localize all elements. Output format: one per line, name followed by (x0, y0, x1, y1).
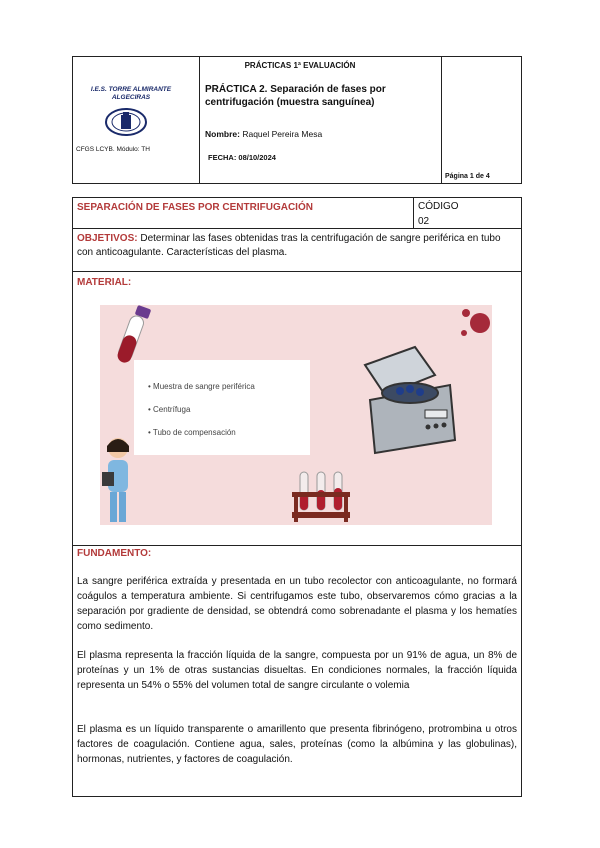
foundation-paragraph-3: El plasma es un líquido transparente o amarillento que presenta fibrinógeno, protrombina u otros factores de coagulación. Contiene agua, sales, proteínas (como la albúmina y las globulinas), hormonas, nutrientes, y factores de coagulación. (77, 724, 517, 765)
school-logo-icon (104, 107, 148, 137)
name-value: Raquel Pereira Mesa (242, 129, 323, 139)
blood-drops-icon (458, 305, 492, 343)
practice-title: PRÁCTICA 2. Separación de fases por centrifugación (muestra sanguínea) (205, 84, 386, 108)
page-header-title: PRÁCTICAS 1ª EVALUACIÓN (244, 61, 356, 70)
school-name: I.E.S. TORRE ALMIRANTE ALGECIRAS (90, 86, 172, 101)
foundation-paragraph-1: La sangre periférica extraída y presentada en un tubo recolector con anticoagulante, no formará coágulos a temperatura ambiente. Si centrifugamos este tubo, observaremos cómo gracias a la separación por gradiente de densidad, se obtendrá como sobrenadante el plasma y los hematíes como sedimento. (77, 576, 517, 632)
cycle-module: CFGS LCYB. Módulo: TH (76, 146, 150, 153)
foundation-label: FUNDAMENTO: (77, 548, 152, 559)
code-label: CÓDIGO (418, 201, 459, 212)
material-item: • Tubo de compensación (148, 421, 255, 444)
page-number: Página 1 de 4 (445, 173, 490, 180)
centrifuge-icon (355, 345, 465, 460)
material-list (148, 375, 255, 444)
material-item: • Muestra de sangre periférica (148, 375, 255, 398)
row-line-3 (72, 545, 522, 546)
student-name-line (205, 129, 322, 139)
code-value: 02 (418, 216, 430, 227)
row-line-1 (72, 228, 522, 229)
foundation-paragraph-2: El plasma representa la fracción líquida de la sangre, compuesta por un 91% de agua, un 8% de proteínas y un 1% de otras sustancias disueltas. En condiciones normales, la fracción líquida representa un 54% o 55% del volumen total de sangre circulante o volemia (77, 650, 517, 691)
date-field: FECHA: 08/10/2024 (208, 153, 276, 162)
tube-rack-icon (290, 470, 352, 525)
code-divider (413, 197, 414, 228)
material-label: MATERIAL: (77, 277, 132, 288)
header-divider-2 (441, 56, 442, 184)
test-tube-icon (110, 305, 158, 367)
nurse-icon (100, 432, 136, 525)
objectives (77, 232, 517, 260)
objectives-label: OBJETIVOS: (77, 233, 138, 244)
header-divider-1 (199, 56, 200, 184)
row-line-2 (72, 271, 522, 272)
section-title: SEPARACIÓN DE FASES POR CENTRIFUGACIÓN (77, 202, 313, 213)
material-item: • Centrífuga (148, 398, 255, 421)
name-label: Nombre: (205, 129, 240, 139)
objectives-text: Determinar las fases obtenidas tras la centrifugación de sangre periférica en tubo con anticoagulante. Características del plasma. (77, 233, 501, 258)
